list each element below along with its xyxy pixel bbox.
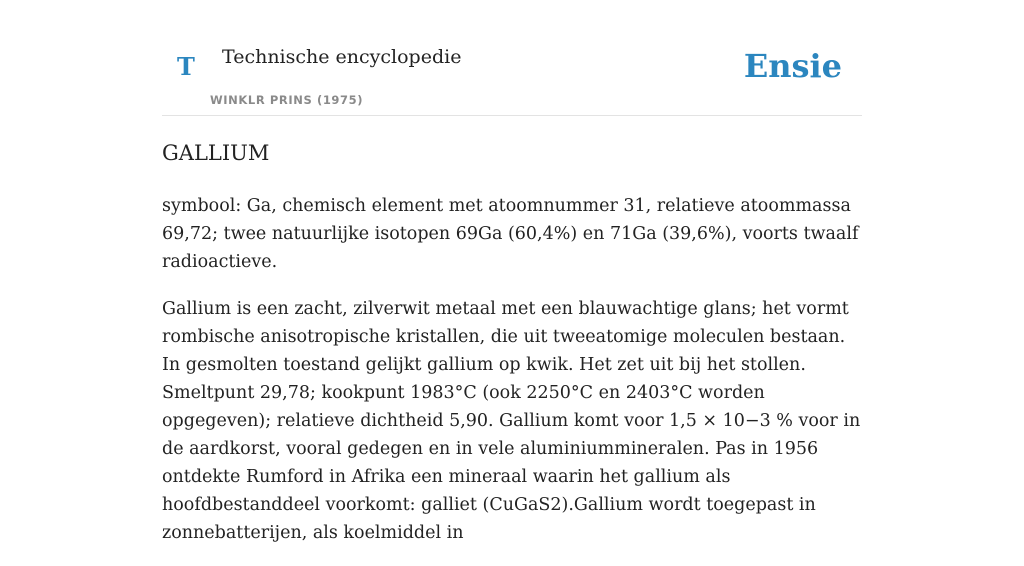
book-subtitle: WINKLR PRINS (1975) (210, 93, 364, 107)
entry-body (162, 192, 862, 566)
book-logo-icon[interactable]: T (177, 52, 195, 81)
brand-logo[interactable]: Ensie (743, 47, 842, 85)
entry-paragraph: symbool: Ga, chemisch element met atoomnummer 31, relatieve atoommassa 69,72; twee natuurlijke isotopen 69Ga (60,4%) en 71Ga (39,6%), voorts twaalf radioactieve. (162, 196, 859, 272)
page-header (162, 0, 862, 116)
entry-title: GALLIUM (162, 141, 270, 165)
entry-paragraph: Gallium is een zacht, zilverwit metaal met een blauwachtige glans; het vormt rombische anisotropische kristallen, die uit tweeatomige moleculen bestaan. In gesmolten toestand gelijkt gallium op kwik. Het zet uit bij het stollen. Smeltpunt 29,78; kookpunt 1983°C (ook 2250°C en 2403°C worden opgegeven); relatieve dichtheid 5,90. Gallium komt voor 1,5 × 10−3 % voor in de aardkorst, vooral gedegen en in vele aluminiummineralen. Pas in 1956 ontdekte Rumford in Afrika een mineraal waarin het gallium als hoofdbestanddeel voorkomt: galliet (CuGaS2).Gallium wordt toegepast in zonnebatterijen, als koelmiddel in (162, 299, 861, 543)
page (162, 0, 862, 543)
book-title[interactable]: Technische encyclopedie (222, 46, 462, 68)
